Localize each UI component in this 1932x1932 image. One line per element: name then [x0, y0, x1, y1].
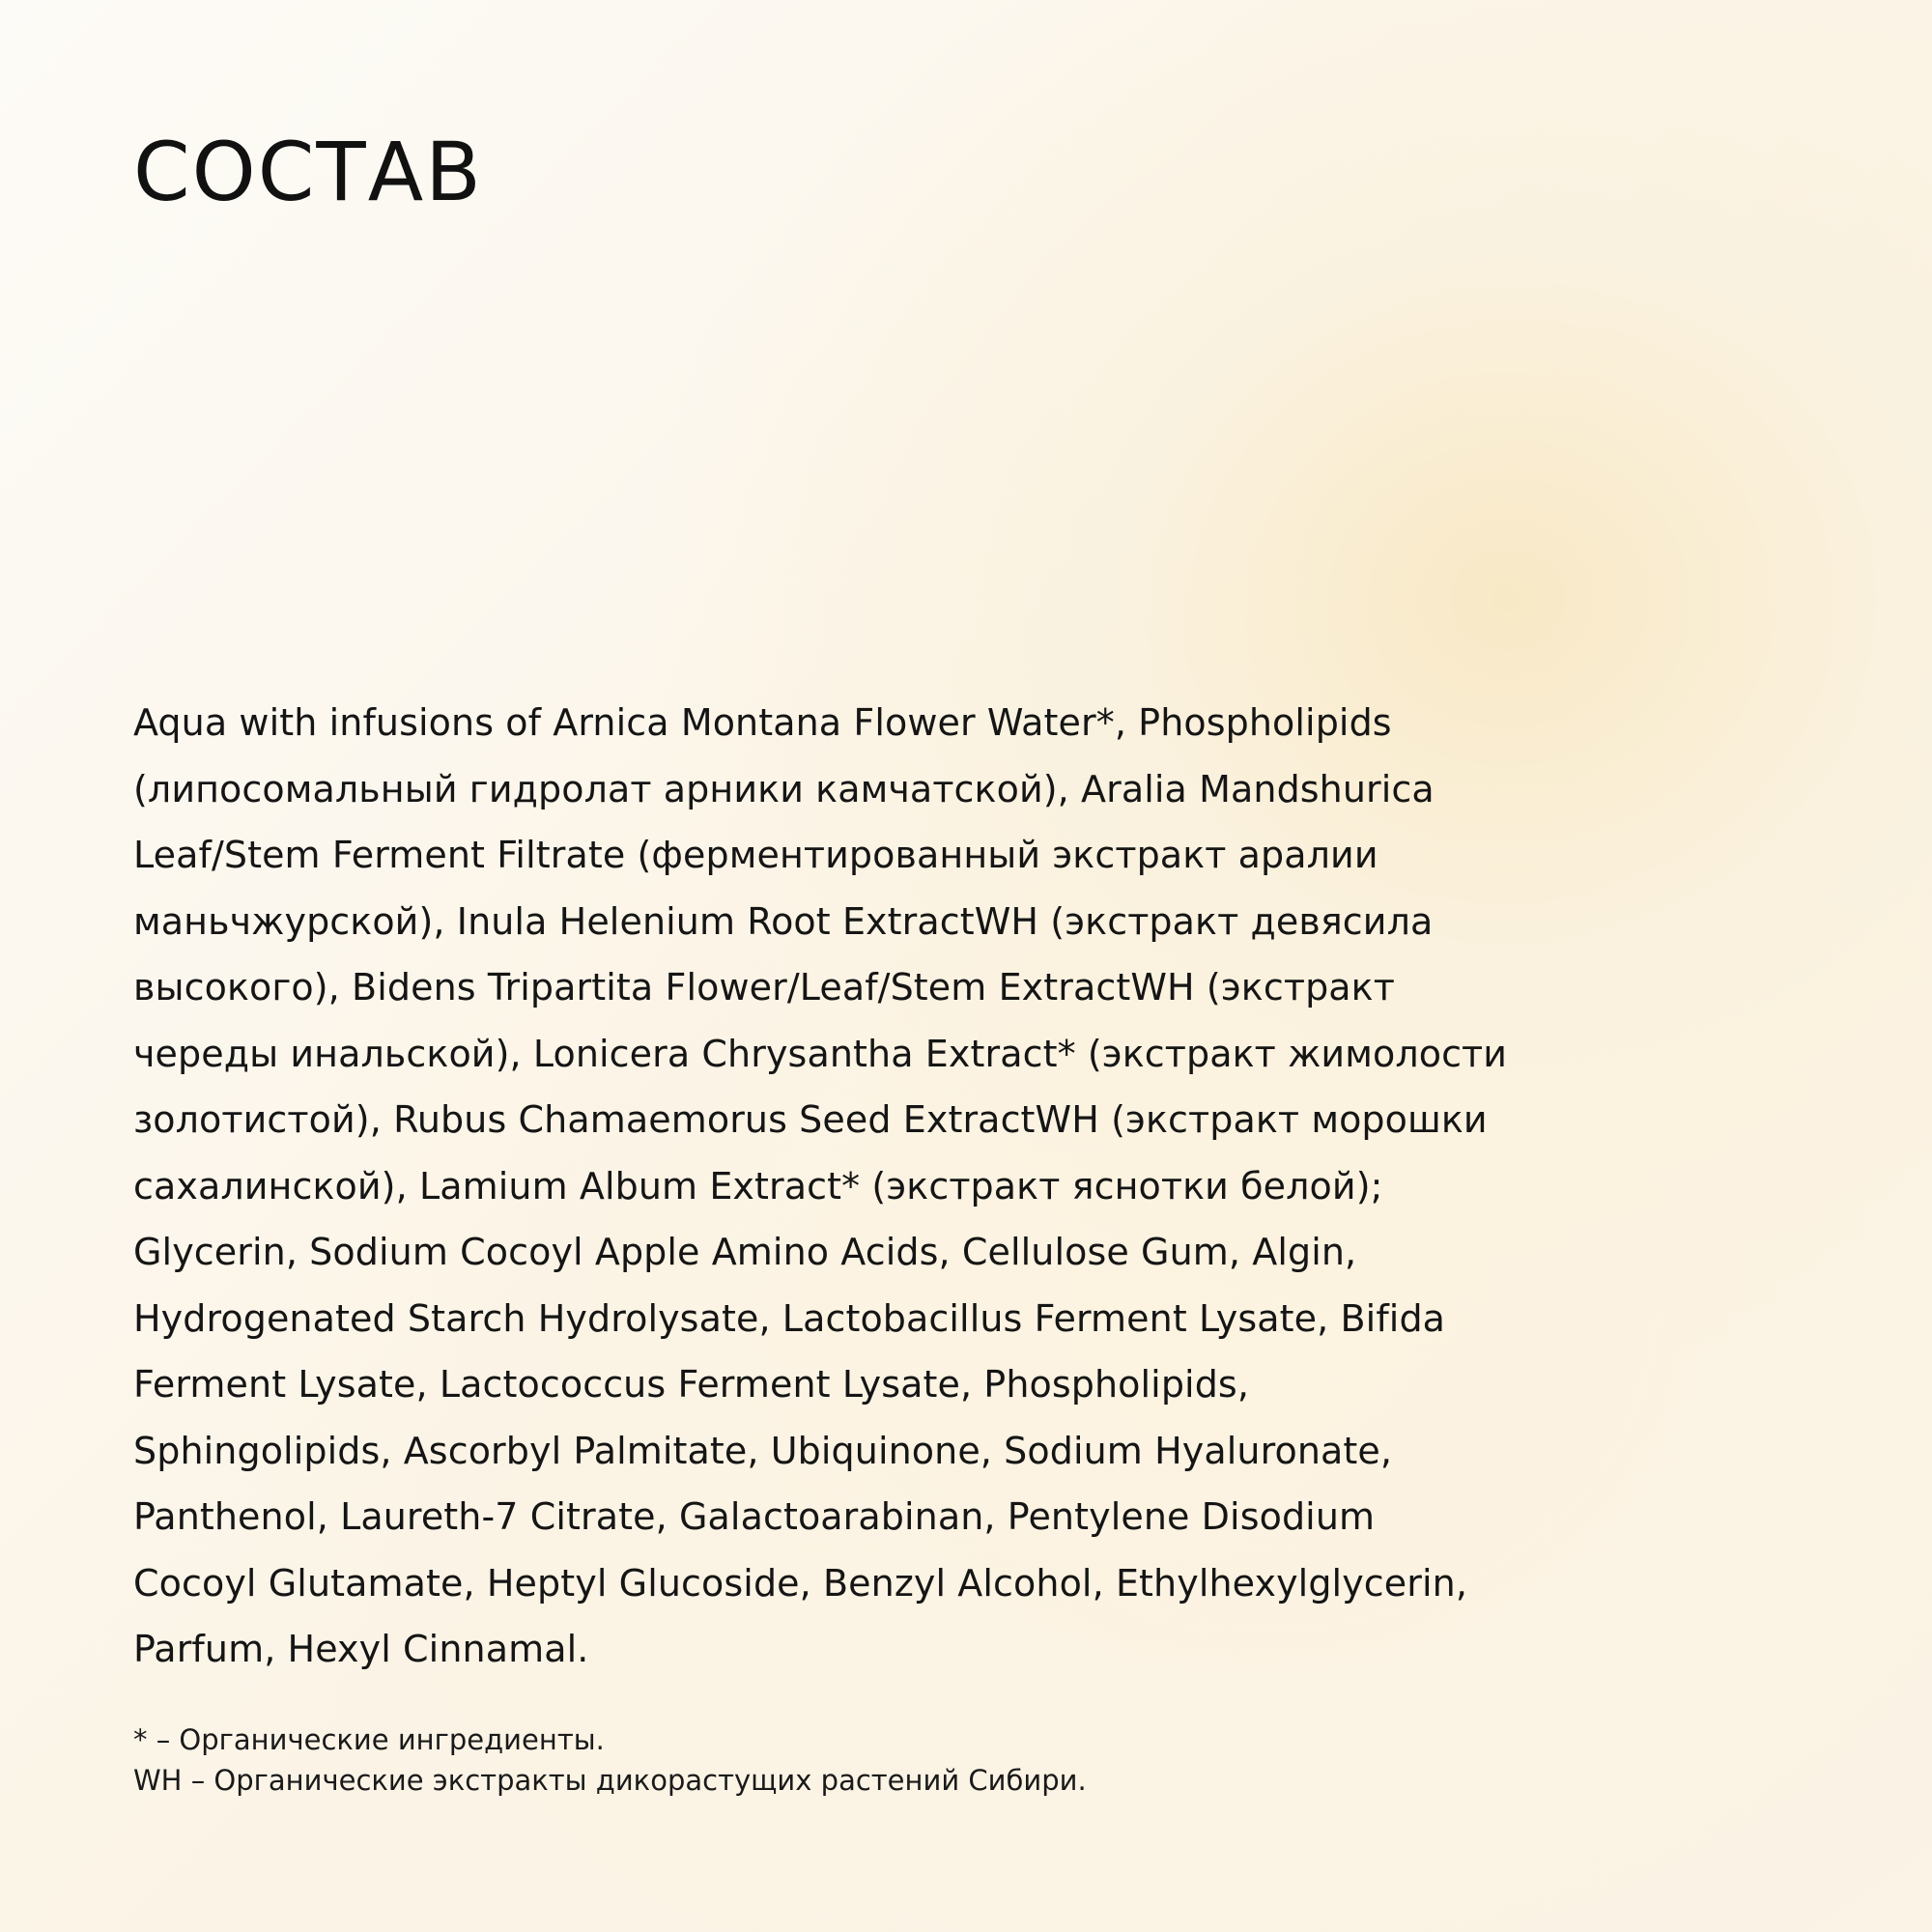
ingredients-list [133, 690, 1833, 1683]
ingredients-line: Glycerin, Sodium Cocoyl Apple Amino Acids, Cellulose Gum, Algin, [133, 1231, 1357, 1273]
ingredients-line: золотистой), Rubus Chamaemorus Seed ExtractWH (экстракт морошки [133, 1098, 1488, 1141]
ingredients-line: (липосомальный гидролат арники камчатской), Aralia Mandshurica [133, 767, 1435, 810]
ingredients-line: Sphingolipids, Ascorbyl Palmitate, Ubiquinone, Sodium Hyaluronate, [133, 1429, 1393, 1472]
ingredients-line: маньчжурской), Inula Helenium Root ExtractWH (экстракт девясила [133, 899, 1434, 943]
page-title: СОСТАВ [133, 125, 483, 219]
ingredients-line: Leaf/Stem Ferment Filtrate (ферментированный экстракт аралии [133, 834, 1378, 876]
ingredients-line: Hydrogenated Starch Hydrolysate, Lactobacillus Ferment Lysate, Bifida [133, 1296, 1446, 1340]
footnote-organic: * – Органические ингредиенты. [133, 1723, 605, 1756]
ingredients-line: Panthenol, Laureth-7 Citrate, Galactoarabinan, Pentylene Disodium [133, 1495, 1376, 1538]
footnote-wild-harvest: WH – Органические экстракты дикорастущих растений Сибири. [133, 1764, 1087, 1797]
ingredients-line: череды инальской), Lonicera Chrysantha Extract* (экстракт жимолости [133, 1032, 1508, 1075]
ingredients-line: Parfum, Hexyl Cinnamal. [133, 1628, 589, 1670]
ingredients-line: высокого), Bidens Tripartita Flower/Leaf/Stem ExtractWH (экстракт [133, 966, 1395, 1009]
footnotes [133, 1719, 1776, 1801]
ingredients-line: сахалинской), Lamium Album Extract* (экстракт яснотки белой); [133, 1164, 1383, 1208]
ingredients-line: Cocoyl Glutamate, Heptyl Glucoside, Benzyl Alcohol, Ethylhexylglycerin, [133, 1561, 1467, 1605]
ingredients-line: Ferment Lysate, Lactococcus Ferment Lysate, Phospholipids, [133, 1363, 1250, 1406]
ingredients-line: Aqua with infusions of Arnica Montana Flower Water*, Phospholipids [133, 701, 1392, 744]
